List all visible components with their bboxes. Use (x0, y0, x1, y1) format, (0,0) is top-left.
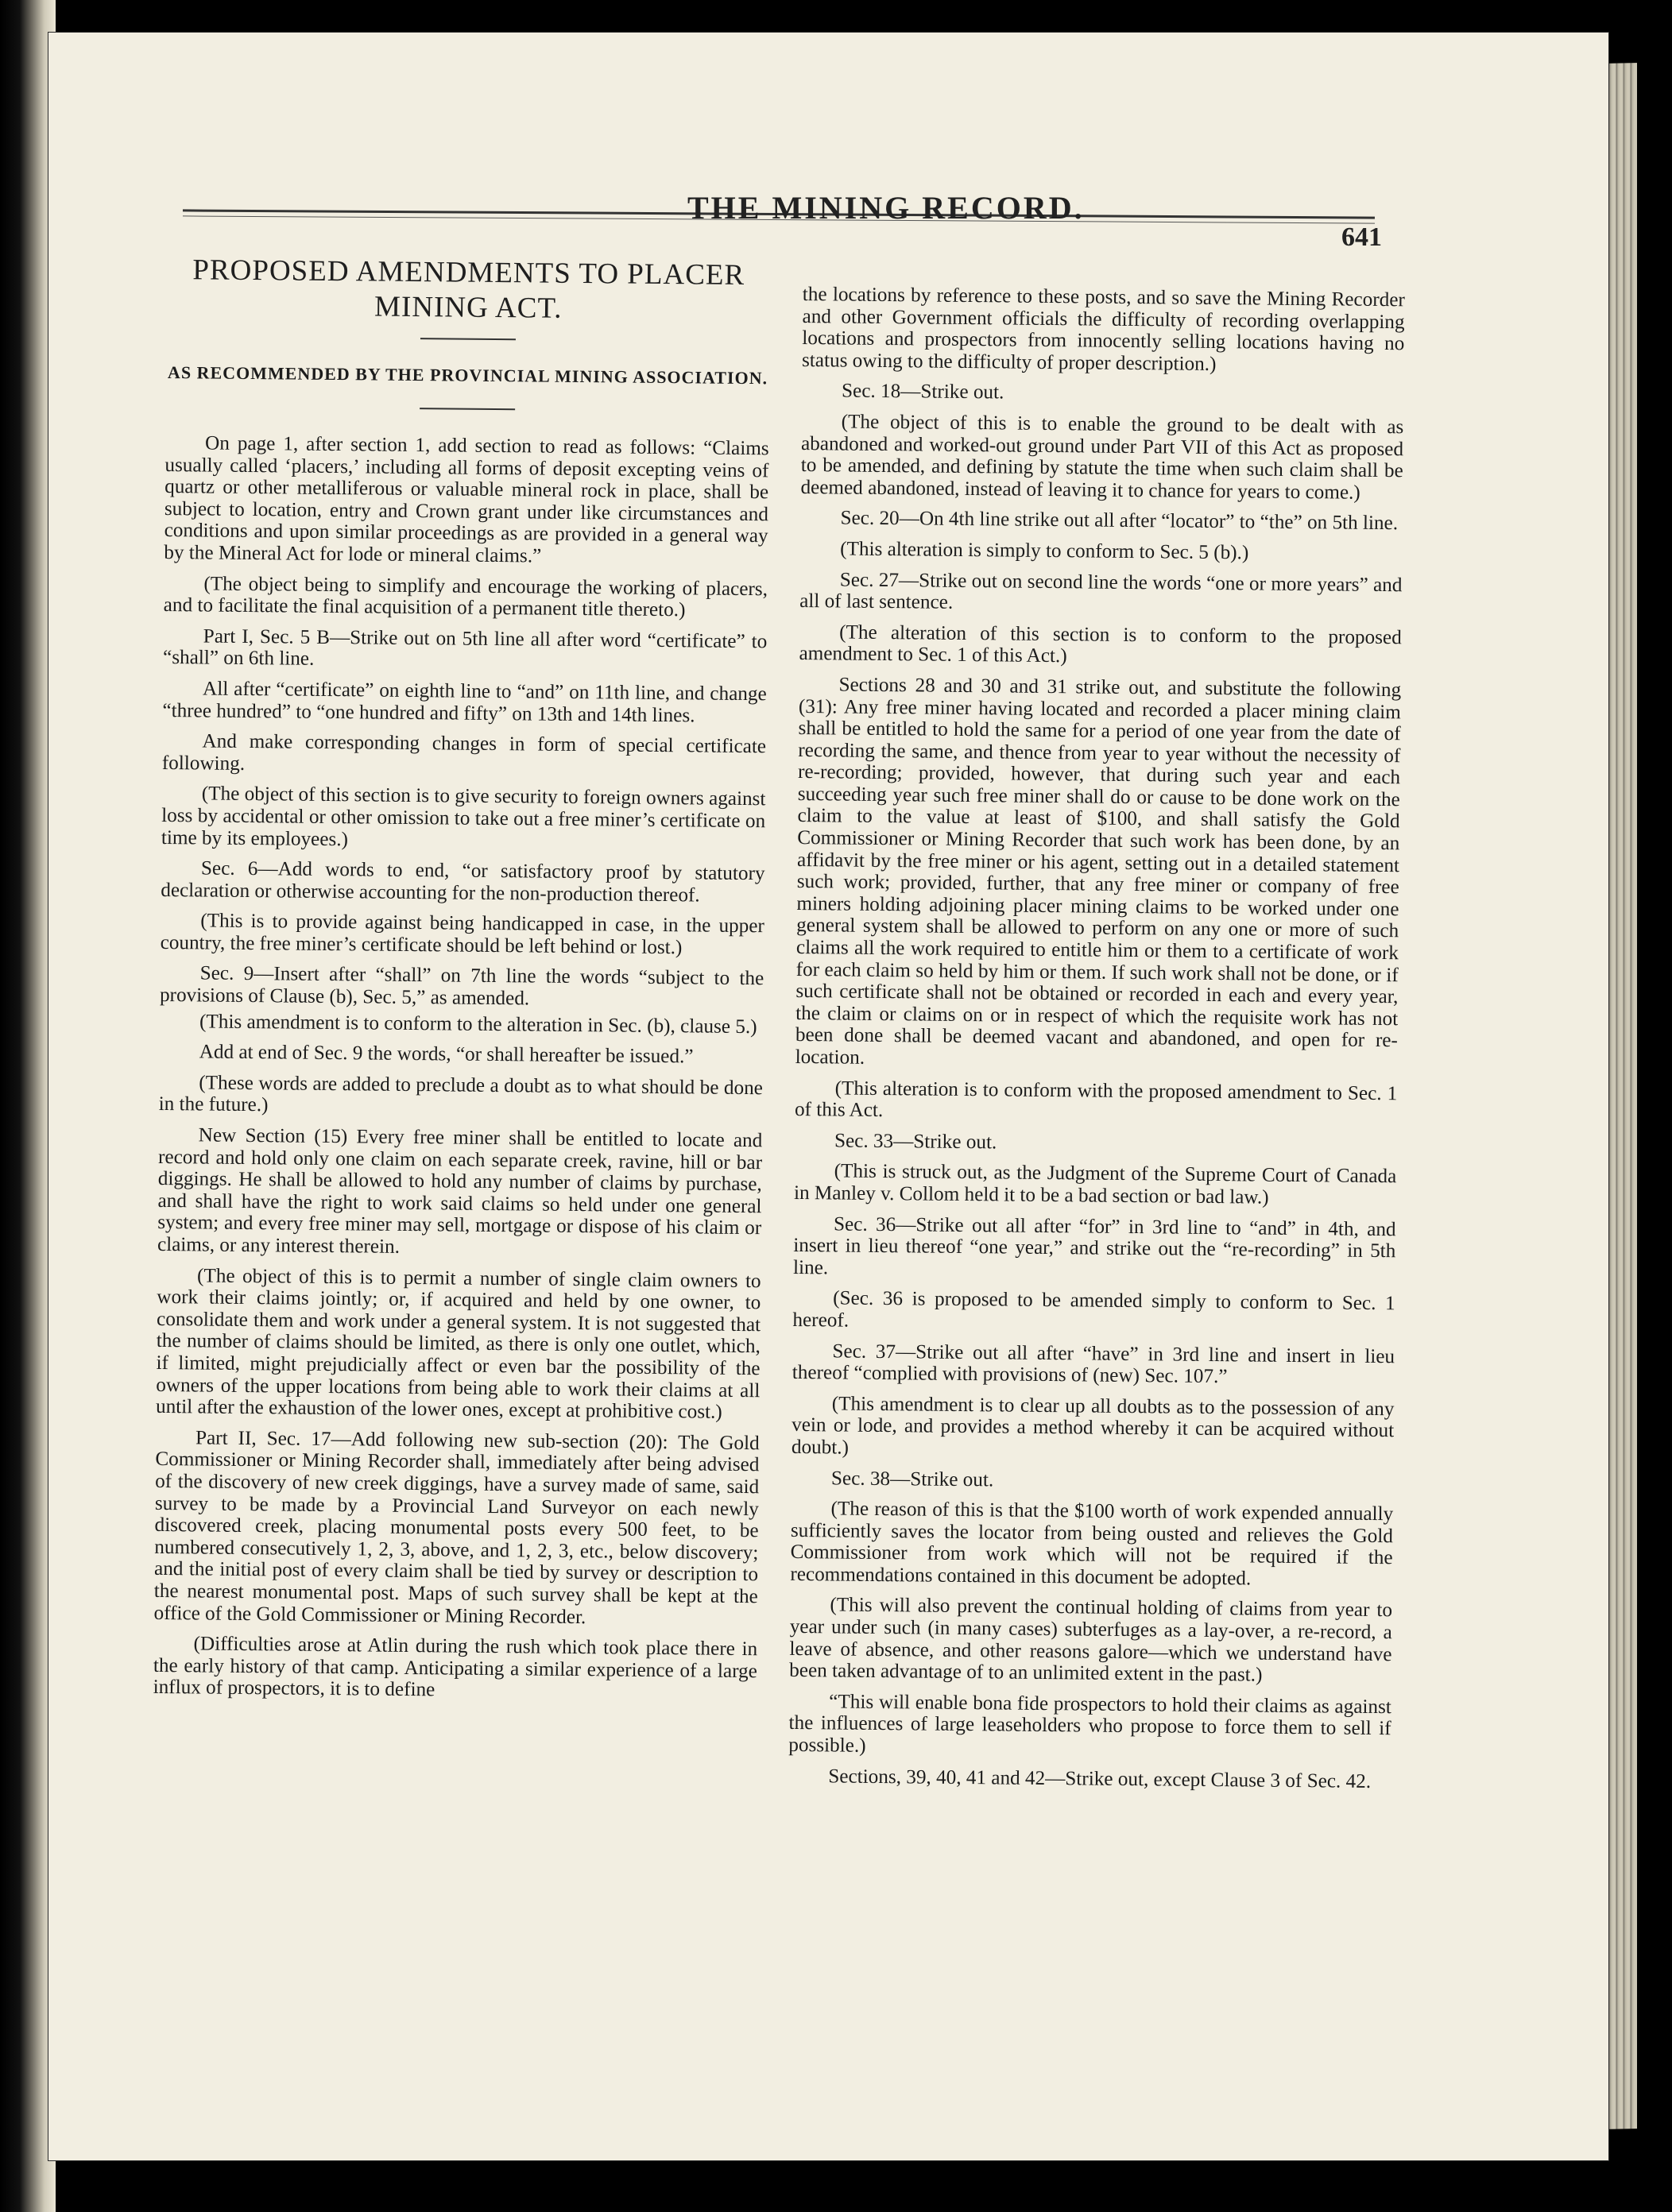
paragraph: Sec. 6—Add words to end, “or satisfactory proof by statutory declaration or otherwise accounting for the non-production thereof. (161, 857, 765, 907)
paragraph: (These words are added to preclude a doubt as to what should be done in the future.) (158, 1072, 764, 1116)
paragraph: (This amendment is to clear up all doubts as to the possession of any vein or lode, and provides a method whereby it can be acquired without doubt.) (791, 1393, 1395, 1459)
paragraph: (The reason of this is that the $100 worth of work expended annually sufficiently saves the locator from being ousted and relieves the Gold Commissioner from work which will not be required if the recommendations contained in this document be adopted. (790, 1498, 1394, 1590)
paragraph: Sec. 18—Strike out. (841, 380, 1004, 404)
paragraph: Sections, 39, 40, 41 and 42—Strike out, except Clause 3 of Sec. 42. (828, 1765, 1372, 1792)
paragraph: (The object of this section is to give security to foreign owners against loss by accidental or other omission to take out a free miner’s certificate on time by its employees.) (161, 783, 766, 850)
paragraph: Sec. 36—Strike out all after “for” in 3rd line to “and” in 4th, and insert in lieu thereof “one year,” and strike out the “re-recording” in 5th line. (792, 1212, 1396, 1279)
page-number: 641 (1341, 222, 1382, 252)
paragraph: Sec. 38—Strike out. (830, 1467, 994, 1491)
paragraph: Add at end of Sec. 9 the words, “or shall hereafter be issued.” (199, 1041, 694, 1068)
paragraph: (The alteration of this section is to conform to the proposed amendment to Sec. 1 of this Act.) (799, 621, 1402, 667)
paragraph: Part II, Sec. 17—Add following new sub-section (20): The Gold Commissioner or Mining Recorder shall, immediately after being advised of the discovery of new creek diggings, have a survey made of same, said survey to be made by a Provincial Land Surveyor on each newly discovered creek, placing monumental posts every 500 feet, to be numbered consecutively 1, 2, 3, above, and 1, 2, 3, etc., below discovery; and the initial post of every claim shall be tied by survey or description to the nearest monumental post. Maps of such survey shall be kept at the office of the Gold Commissioner or Mining Recorder. (153, 1427, 760, 1628)
paragraph: Sec. 27—Strike out on second line the words “one or more years” and all of last sentence. (799, 568, 1403, 613)
paragraph: (This will also prevent the continual holding of claims from year to year under such (in many cases) subterfuges as a lay-over, a re-record, a leave of absence, and other reasons galore—which we understand have been taken advantage of to an unlimited extent in the past.) (789, 1594, 1393, 1686)
paragraph: (Sec. 36 is proposed to be amended simply to conform to Sec. 1 hereof. (792, 1287, 1395, 1332)
paragraph: (This alteration is to conform with the proposed amendment to Sec. 1 of this Act. (794, 1077, 1398, 1122)
paragraph: (Difficulties arose at Atlin during the rush which took place there in the early history of that camp. Anticipating a similar experience of a large influx of prospectors, it is to define (153, 1633, 758, 1701)
paragraph: Sec. 33—Strike out. (834, 1130, 997, 1154)
subtitle-rule (420, 408, 515, 410)
paragraph: Sec. 37—Strike out all after “have” in 3rd line and insert in lieu thereof “complied with provisions of (new) Sec. 107.” (791, 1340, 1395, 1388)
paragraph: (This amendment is to conform to the alteration in Sec. (b), clause 5.) (199, 1011, 757, 1038)
paragraph: Sections 28 and 30 and 31 strike out, and substitute the following (31): Any free miner having located and recorded a placer mining claim shall be entitled to hold the same for a period of one year from the date of recording the same, and thence from year to year without the necessity of re-recording; provided, however, that during such year and each succeeding year such free miner shall do or cause to be done work on the claim to the value at least of $100, and shall satisfy the Gold Commissioner or Mining Recorder that such work has been done, by an affidavit by the free miner or his agent, setting out in a detailed statement such work; provided, further, that any free miner or company of free miners holding adjoining placer mining claims to be worked under one general system shall be allowed to perform on any one or more of such claims all the work required to entitle him or them to a certificate of work for each claim so held by him or them. If such work shall not be done, or if such certificate shall not be obtained or recorded in each and every year, the claim or claims on or in respect of which the requisite work has not been done shall be deemed vacant and abandoned, and open for re-location. (795, 674, 1402, 1069)
right-column (788, 284, 1405, 1801)
paragraph: Sec. 9—Insert after “shall” on 7th line the words “subject to the provisions of Clause (b), Sec. 5,” as amended. (159, 962, 764, 1010)
left-column (153, 253, 771, 1713)
paragraph: (The object being to simplify and encourage the working of placers, and to facilitate the final acquisition of a permanent title thereto.) (163, 573, 768, 621)
title-rule (420, 338, 516, 340)
paragraph: the locations by reference to these posts, and so save the Mining Recorder and other Government officials the difficulty of recording overlapping locations and prospectors from innocently selling locations having no status owing to the difficulty of proper description.) (801, 284, 1405, 375)
running-head: THE MINING RECORD. (687, 190, 1085, 226)
paragraph: (The object of this is to permit a number of single claim owners to work their claims jointly; or, if acquired and held by one owner, to consolidate them and work under a general system. It is not suggested that the number of claims should be limited, as there is only one outlet, which, if limited, might prejudicially affect or even bar the possibility of the owners of the upper locations from being able to work their claims at all until after the exhaustion of the lower ones, except at prohibitive cost.) (155, 1265, 761, 1423)
paragraph: And make corresponding changes in form of special certificate following. (161, 730, 767, 775)
paragraph: Part I, Sec. 5 B—Strike out on 5th line all after word “certificate” to “shall” on 6th line. (162, 625, 768, 671)
paragraph: Sec. 20—On 4th line strike out all after “locator” to “the” on 5th line. (840, 507, 1399, 535)
paragraph: On page 1, after section 1, add section to read as follows: “Claims usually called ‘placers,’ including all forms of deposit excepting veins of quartz or other metalliferous or valuable mineral rock in place, shall be subject to location, entry and Crown grant under like circumstances and conditions and upon similar proceedings as are provided in a general way by the Mineral Act for lode or mineral claims.” (164, 432, 769, 567)
article-title: PROPOSED AMENDMENTS TO PLACER MINING ACT. (192, 253, 745, 325)
paragraph: (This is to provide against being handicapped in case, in the upper country, the free miner’s certificate should be left behind or lost.) (160, 910, 765, 959)
paragraph: (The object of this is to enable the ground to be dealt with as abandoned and worked-out ground under Part VII of this Act as proposed to be amended, and defining by statute the time when such claim shall be deemed abandoned, instead of leaving it to chance for years to come.) (800, 411, 1404, 504)
paragraph: “This will enable bona fide prospectors to hold their claims as against the influences of large leaseholders who propose to force them to sell if possible.) (788, 1691, 1391, 1757)
article-subtitle: AS RECOMMENDED BY THE PROVINCIAL MINING ASSOCIATION. (167, 362, 768, 389)
paragraph: (This is struck out, as the Judgment of the Supreme Court of Canada in Manley v. Collom held it to be a bad section or bad law.) (793, 1160, 1397, 1208)
scan-border (1637, 48, 1672, 2212)
paragraph: All after “certificate” on eighth line to “and” on 11th line, and change “three hundred” to “one hundred and fifty” on 13th and 14th lines. (162, 678, 767, 726)
paragraph: (This alteration is simply to conform to Sec. 5 (b).) (840, 538, 1249, 564)
paragraph: New Section (15) Every free miner shall be entitled to locate and record and hold only one claim on each separate creek, ravine, hill or bar diggings. He shall be allowed to hold any number of claims by purchase, and shall have the right to work said claims so held under one general system; and every free miner may sell, mortgage or dispose of his claim or claims, or any interest therein. (157, 1124, 763, 1258)
